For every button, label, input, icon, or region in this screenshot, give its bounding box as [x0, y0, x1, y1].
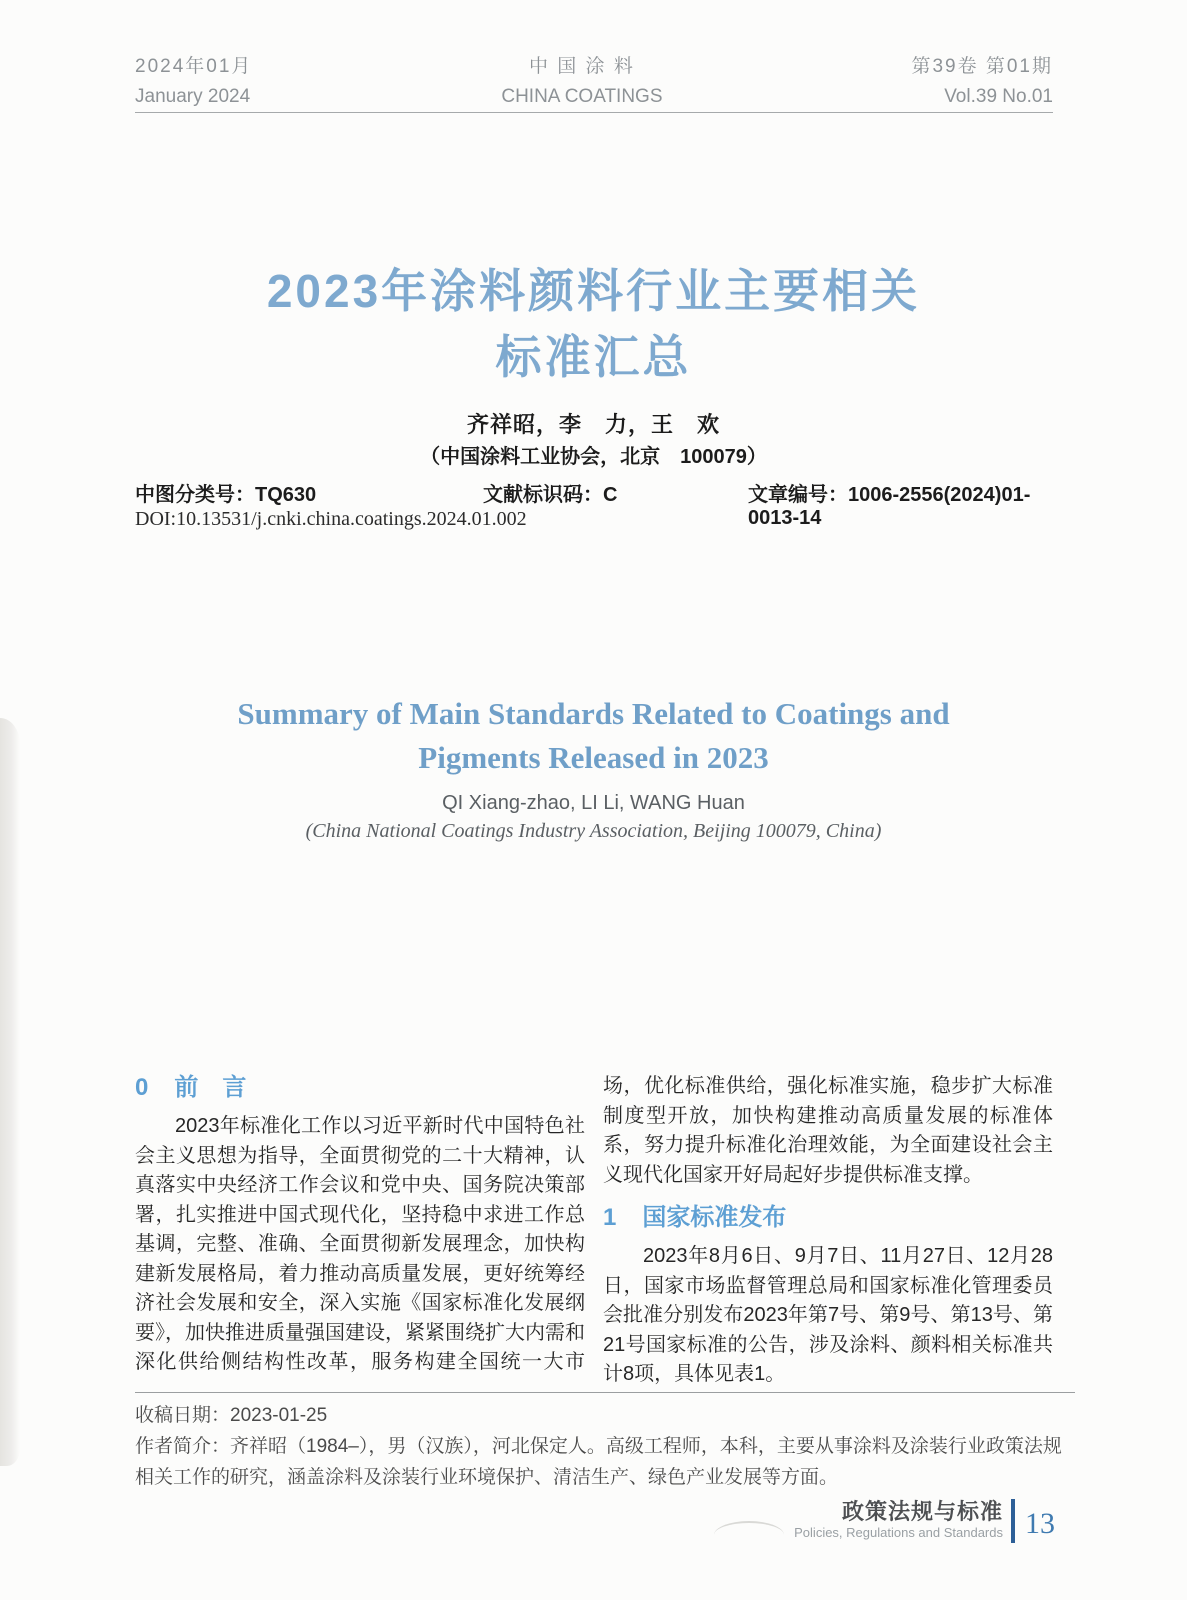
article-title-en — [0, 692, 1187, 780]
page-number: 13 — [1025, 1507, 1055, 1540]
header-issue-date — [135, 52, 252, 112]
article-title-en-line1: Summary of Main Standards Related to Coatings and — [237, 696, 950, 731]
footnote-divider-rule — [135, 1392, 1075, 1393]
received-date: 收稿日期：2023-01-25 — [135, 1405, 328, 1426]
article-body-columns — [135, 1072, 1053, 1390]
article-title-en-line2: Pigments Released in 2023 — [418, 740, 769, 775]
section-paragraph-0: 2023年标准化工作以习近平新时代中国特色社会主义思想为指导，全面贯彻党的二十大精神，认真落实中央经济工作会议和党中央、国务院决策部署，扎实推进中国式现代化，坚持稳中求进工作总基调，完整、准确、全面贯彻新发展理念，加快构建新发展格局，着力推动高质量发展，更好统筹经济社会发展和安全，深入实施《国家标准化发展纲要》，加快推进质量强国建设，紧紧围绕扩大内需和深化供给侧结构性改革，服务构建全国统一大市场，优化标准供给，强化标准实施，稳步扩大标准制度型开放，加快构建推动高质量发展的标准体系，努力提升标准化治理效能，为全面建设社会主义现代化国家开好局起好步提供标准支撑。 — [135, 1075, 1053, 1373]
journal-header — [135, 52, 1053, 112]
page-footer — [0, 1496, 1055, 1546]
footer-column-zh: 政策法规与标准 — [841, 1499, 1003, 1524]
volume-issue-en: Vol.39 No.01 — [944, 86, 1053, 107]
article-id: 文章编号：1006-2556(2024)01-0013-14 — [748, 484, 1031, 529]
header-date-zh: 2024年01月 — [135, 56, 253, 77]
section-heading-1 — [603, 1202, 1053, 1234]
document-code: 文献标识码：C — [483, 484, 618, 506]
section-number-1: 1 — [603, 1204, 617, 1231]
footer-divider-bar — [1011, 1499, 1015, 1543]
affiliation-zh: （中国涂料工业协会，北京 100079） — [420, 446, 767, 468]
section-title-1: 国家标准发布 — [642, 1204, 787, 1231]
section-heading-0 — [135, 1072, 585, 1104]
section-title-0: 前 言 — [174, 1074, 247, 1101]
author-bio: 作者简介：齐祥昭（1984–），男（汉族），河北保定人。高级工程师，本科，主要从事涂料及涂装行业政策法规相关工作的研究，涵盖涂料及涂装行业环境保护、清洁生产、绿色产业发展等方面。 — [135, 1436, 1062, 1488]
section-number-0: 0 — [135, 1074, 149, 1101]
section-paragraph-1: 2023年8月6日、9月7日、11月27日、12月28日，国家市场监督管理总局和国家标准化管理委员会批准分别发布2023年第7号、第9号、第13号、第21号国家标准的公告，涉及涂料、颜料相关标准共计8项，具体见表1。 — [603, 1245, 1053, 1385]
doi-line: DOI:10.13531/j.cnki.china.coatings.2024.01.002 — [135, 508, 527, 530]
journal-name-zh: 中 国 涂 料 — [529, 56, 635, 77]
affiliation-en: (China National Coatings Industry Association, Beijing 100079, China) — [305, 820, 882, 842]
authors-zh: 齐祥昭，李 力，王 欢 — [466, 412, 720, 437]
article-title-zh-line1: 2023年涂料颜料行业主要相关 — [266, 265, 921, 317]
header-divider-rule — [135, 112, 1053, 113]
footnotes — [135, 1400, 1075, 1493]
footer-swoosh-decoration — [714, 1521, 784, 1535]
volume-issue-zh: 第39卷 第01期 — [911, 56, 1053, 77]
authors-en: QI Xiang-zhao, LI Li, WANG Huan — [442, 792, 745, 814]
journal-name-en: CHINA COATINGS — [501, 86, 663, 107]
footer-column-label — [794, 1500, 1003, 1542]
header-journal-name — [501, 52, 662, 112]
article-title-zh — [0, 258, 1187, 390]
clc-number: 中图分类号：TQ630 — [135, 484, 317, 506]
header-volume-issue — [911, 52, 1053, 112]
header-date-en: January 2024 — [135, 86, 251, 107]
article-title-zh-line2: 标准汇总 — [495, 331, 692, 383]
footer-column-en: Policies, Regulations and Standards — [794, 1525, 1003, 1540]
